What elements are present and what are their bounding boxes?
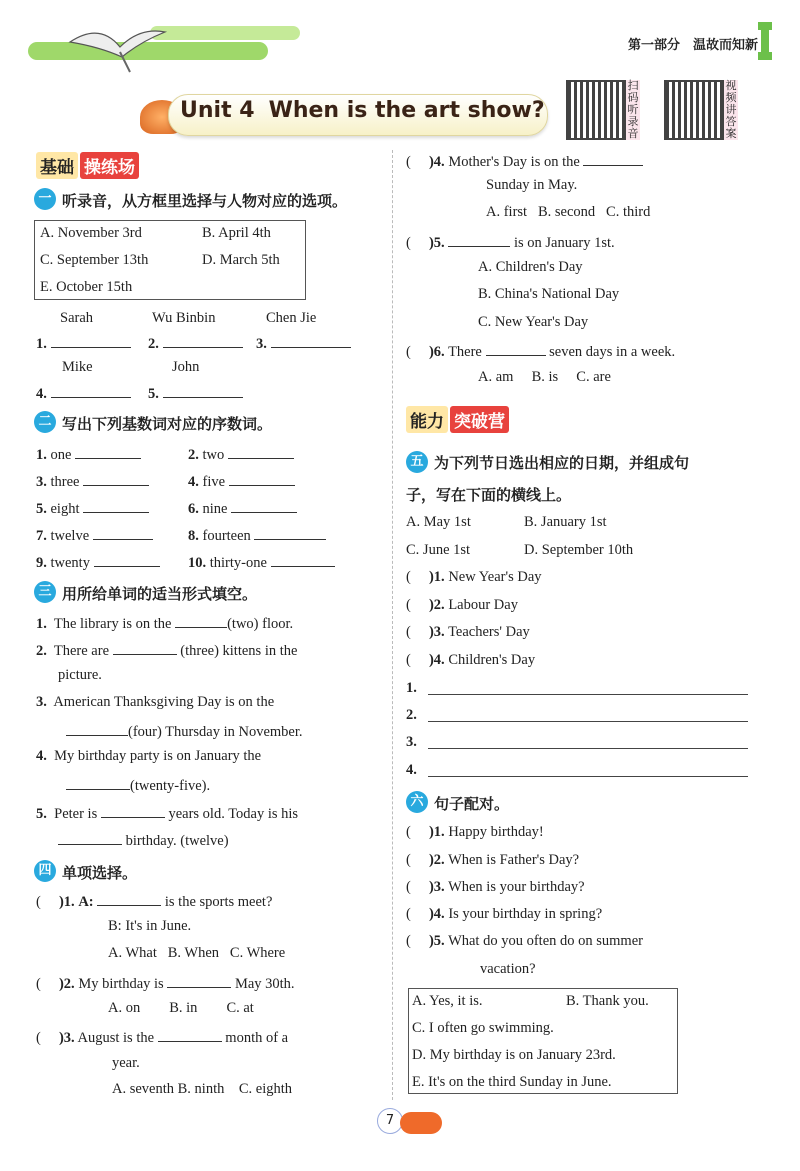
answer-blank[interactable] — [254, 525, 326, 540]
answer-blank[interactable] — [83, 471, 149, 486]
q-text: Mother's Day is on the — [448, 154, 580, 170]
sentence: vacation? — [480, 961, 536, 977]
opt: B. ninth — [177, 1081, 225, 1097]
answer-blank[interactable] — [583, 151, 643, 166]
opt: C. eighth — [238, 1081, 293, 1097]
answer-blank[interactable] — [101, 803, 165, 818]
word: thirty-one — [209, 555, 267, 571]
paren: ( — [406, 852, 411, 868]
q-text: August is the — [77, 1030, 155, 1046]
mc-q2 — [36, 973, 295, 993]
qr-code-audio[interactable] — [566, 80, 626, 140]
answer-blank[interactable] — [271, 552, 335, 567]
q-num: 5. — [148, 386, 159, 402]
festival-item: ( )2. Labour Day — [406, 597, 518, 613]
fill-q3b — [66, 721, 303, 741]
word: twenty — [50, 555, 90, 571]
section-2-number: 二 — [34, 411, 56, 433]
line-num: 3. — [406, 734, 417, 750]
festival-item: ( )1. New Year's Day — [406, 569, 542, 585]
header-corner-decoration — [758, 22, 772, 60]
opt: C. are — [576, 369, 611, 385]
fill-q5b — [58, 830, 229, 850]
section-advanced-b: 突破营 — [450, 406, 509, 433]
paren: ( — [406, 652, 411, 668]
ordinal-item — [36, 498, 149, 518]
answer-option: B. Thank you. — [566, 993, 649, 1009]
section-2-title: 写出下列基数词对应的序数词。 — [62, 415, 273, 433]
mc-options — [112, 1081, 292, 1098]
answer-blank[interactable] — [58, 830, 122, 845]
section-basic-heading — [36, 152, 139, 178]
q-text: My birthday is — [78, 976, 164, 992]
paren: ( — [406, 906, 411, 922]
option-d: D. March 5th — [202, 252, 280, 268]
paren: ( — [406, 879, 411, 895]
match-item: ( )2. When is Father's Day? — [406, 852, 580, 868]
word: two — [202, 447, 225, 463]
q-num: )2. — [58, 976, 75, 992]
opt: C. at — [226, 1000, 254, 1016]
answer-blank[interactable] — [66, 775, 130, 790]
q-text: (two) floor. — [227, 616, 294, 632]
q-text: B: It's in June. — [108, 918, 192, 934]
ordinal-item — [188, 552, 335, 572]
section-advanced-a: 能力 — [406, 406, 448, 433]
answer-line[interactable] — [428, 748, 748, 749]
line-num: 1. — [406, 680, 417, 696]
page-number: 7 — [377, 1108, 403, 1134]
paren: ( — [36, 976, 41, 992]
q-text: year. — [112, 1055, 140, 1071]
ordinal-item — [36, 471, 149, 491]
q-num: 5. — [36, 501, 47, 517]
opt: A. on — [108, 1000, 141, 1016]
opt: B. China's National Day — [478, 286, 620, 302]
answer-blank[interactable] — [66, 721, 128, 736]
match-item: ( )1. Happy birthday! — [406, 824, 544, 840]
mc-options — [486, 204, 650, 221]
section-5-number: 五 — [406, 451, 428, 473]
festival-item: ( )3. Teachers' Day — [406, 624, 530, 640]
q-text: month of a — [225, 1030, 289, 1046]
opt: B. When — [167, 945, 220, 961]
section-6-title: 句子配对。 — [434, 795, 510, 813]
ordinal-item — [188, 525, 326, 545]
section-5-title-1: 为下列节日选出相应的日期，并组成句 — [434, 454, 690, 472]
answer-row-4 — [36, 383, 131, 403]
section-4-number: 四 — [34, 860, 56, 882]
q-text: is on January 1st. — [513, 235, 615, 251]
section-3-number: 三 — [34, 581, 56, 603]
answer-blank[interactable] — [486, 341, 546, 356]
mc-q1 — [36, 891, 272, 911]
word: three — [50, 474, 80, 490]
sentence: Is your birthday in spring? — [448, 906, 603, 922]
q-num: 2. — [148, 336, 159, 352]
fill-q1: 1. The library is on the (two) floor. — [36, 613, 293, 633]
speaker-a: A: — [78, 894, 94, 910]
q-text: (four) Thursday in November. — [128, 724, 303, 740]
q-text: My birthday party is on January the — [54, 748, 262, 764]
option-e: E. October 15th — [40, 279, 133, 295]
match-item: ( )5. What do you often do on summer — [406, 933, 643, 949]
answer-blank[interactable] — [163, 383, 243, 398]
answer-blank[interactable] — [228, 444, 294, 459]
answer-option: C. I often go swimming. — [412, 1020, 554, 1036]
mc-options — [108, 1000, 254, 1017]
q-text: May 30th. — [234, 976, 295, 992]
opt: B. is — [531, 369, 559, 385]
line-num: 4. — [406, 762, 417, 778]
q-text: Peter is — [54, 806, 98, 822]
qr-code-video[interactable] — [664, 80, 724, 140]
q-num: 4. — [36, 386, 47, 402]
paren: ( — [406, 933, 411, 949]
word: eight — [50, 501, 80, 517]
opt: A. seventh — [112, 1081, 175, 1097]
unit-heading — [180, 98, 545, 123]
sentence: Happy birthday! — [448, 824, 544, 840]
section-1-title: 听录音，从方框里选择与人物对应的选项。 — [62, 192, 348, 210]
answer-blank[interactable] — [75, 444, 141, 459]
festival: New Year's Day — [448, 569, 542, 585]
answer-row-1 — [36, 333, 131, 353]
paren: ( — [36, 1030, 41, 1046]
option-a: A. November 3rd — [40, 225, 142, 241]
q-text: The library is on the — [53, 616, 172, 632]
match-item: ( )3. When is your birthday? — [406, 879, 585, 895]
section-6-number: 六 — [406, 791, 428, 813]
q-text: There — [448, 344, 482, 360]
q-num: 2. — [188, 447, 199, 463]
festival: Labour Day — [448, 597, 518, 613]
q-num: 1. — [36, 447, 47, 463]
opt: C. third — [606, 204, 651, 220]
unit-title: When is the art show? — [268, 98, 545, 123]
paren: ( — [406, 235, 411, 251]
q-num: )6. — [428, 344, 445, 360]
q-num: )1. — [58, 894, 75, 910]
mc-q3 — [36, 1027, 288, 1047]
mc-q5 — [406, 232, 615, 252]
ordinal-item — [36, 552, 160, 572]
word: fourteen — [202, 528, 251, 544]
mc-options — [108, 945, 285, 962]
q-num: 10. — [188, 555, 207, 571]
q-num: 4. — [188, 474, 199, 490]
section-1-number: 一 — [34, 188, 56, 210]
name-wu-binbin: Wu Binbin — [152, 310, 216, 326]
paren: ( — [406, 344, 411, 360]
sentence: When is Father's Day? — [448, 852, 580, 868]
mc-options — [478, 369, 611, 386]
q-num: 9. — [36, 555, 47, 571]
fill-q5: 5. Peter is years old. Today is his — [36, 803, 298, 823]
opt: C. New Year's Day — [478, 314, 589, 330]
section-5-title-2: 子，写在下面的横线上。 — [406, 486, 572, 504]
sentence: What do you often do on summer — [448, 933, 643, 949]
q-num: )5. — [428, 235, 445, 251]
answer-blank[interactable] — [113, 640, 177, 655]
answer-blank[interactable] — [229, 471, 295, 486]
fill-q4b — [66, 775, 210, 795]
answer-option: A. Yes, it is. — [412, 993, 483, 1009]
qr-video-label: 视频讲答案 — [725, 79, 737, 140]
q-text: years old. Today is his — [168, 806, 299, 822]
fill-q3: 3. American Thanksgiving Day is on the — [36, 694, 275, 710]
section-3-title: 用所给单词的适当形式填空。 — [62, 585, 258, 603]
option-c: C. September 13th — [40, 252, 149, 268]
fill-q4: 4. My birthday party is on January the — [36, 748, 262, 764]
q-num: )4. — [428, 154, 445, 170]
option-b: B. April 4th — [202, 225, 271, 241]
answer-line[interactable] — [428, 776, 748, 777]
answer-blank[interactable] — [93, 525, 153, 540]
paren: ( — [406, 824, 411, 840]
answer-row-5 — [148, 383, 243, 403]
unit-label: Unit 4 — [180, 98, 255, 123]
answer-blank[interactable] — [231, 498, 297, 513]
answer-blank[interactable] — [51, 383, 131, 398]
opt: B. second — [537, 204, 596, 220]
q-num: 3. — [256, 336, 267, 352]
opt: B. in — [169, 1000, 198, 1016]
ordinal-item — [188, 498, 297, 518]
section-4-title: 单项选择。 — [62, 864, 138, 882]
q-text: is the sports meet? — [164, 894, 273, 910]
opt: A. Children's Day — [478, 259, 583, 275]
name-john: John — [172, 359, 200, 375]
match-item: ( )4. Is your birthday in spring? — [406, 906, 603, 922]
word: five — [202, 474, 226, 490]
q-text: (twenty-five). — [130, 778, 211, 794]
answer-blank[interactable] — [271, 333, 351, 348]
q-text: American Thanksgiving Day is on the — [53, 694, 275, 710]
paren: ( — [36, 894, 41, 910]
word: twelve — [50, 528, 90, 544]
word: one — [50, 447, 72, 463]
date-option: A. May 1st — [406, 514, 471, 530]
paren: ( — [406, 624, 411, 640]
answer-row-3 — [256, 333, 351, 353]
paren: ( — [406, 154, 411, 170]
ordinal-item — [36, 525, 153, 545]
column-divider — [392, 150, 393, 1100]
submarine-icon — [400, 1112, 442, 1134]
answer-blank[interactable] — [175, 613, 227, 628]
qr-audio-label: 扫码听录音 — [627, 79, 639, 140]
paren: ( — [406, 597, 411, 613]
festival: Teachers' Day — [448, 624, 530, 640]
answer-blank[interactable] — [167, 973, 231, 988]
name-chen-jie: Chen Jie — [266, 310, 317, 326]
answer-option: E. It's on the third Sunday in June. — [412, 1074, 612, 1090]
section-basic-b: 操练场 — [80, 152, 139, 179]
answer-line[interactable] — [428, 721, 748, 722]
date-option: B. January 1st — [524, 514, 607, 530]
line-num: 2. — [406, 707, 417, 723]
ordinal-item — [36, 444, 141, 464]
answer-row-2 — [148, 333, 243, 353]
answer-line[interactable] — [428, 694, 748, 695]
answer-blank[interactable] — [97, 891, 161, 906]
section-basic-a: 基础 — [36, 152, 78, 179]
q-text: birthday. (twelve) — [125, 833, 229, 849]
part-label: 第一部分 温故而知新 — [627, 38, 758, 53]
mc-q4 — [406, 151, 643, 171]
name-sarah: Sarah — [60, 310, 94, 326]
name-mike: Mike — [62, 359, 93, 375]
section-advanced-heading — [406, 406, 509, 432]
opt: A. What — [108, 945, 157, 961]
q-num: )3. — [58, 1030, 75, 1046]
answer-blank[interactable] — [163, 333, 243, 348]
fill-q2: 2. There are (three) kittens in the — [36, 640, 297, 660]
bird-icon — [60, 12, 170, 82]
q-num: 8. — [188, 528, 199, 544]
mc-q6 — [406, 341, 675, 361]
word: nine — [202, 501, 228, 517]
opt: A. am — [478, 369, 514, 385]
q-num: 3. — [36, 474, 47, 490]
q-text: seven days in a week. — [549, 344, 676, 360]
paren: ( — [406, 569, 411, 585]
ordinal-item — [188, 471, 295, 491]
q-num: 7. — [36, 528, 47, 544]
answer-blank[interactable] — [94, 552, 160, 567]
q-num: 1. — [36, 336, 47, 352]
answer-blank[interactable] — [51, 333, 131, 348]
date-option: D. September 10th — [524, 542, 634, 558]
answer-blank[interactable] — [448, 232, 510, 247]
answer-option: D. My birthday is on January 23rd. — [412, 1047, 616, 1063]
q-text: There are — [53, 643, 110, 659]
sentence: When is your birthday? — [448, 879, 585, 895]
ordinal-item — [188, 444, 294, 464]
opt: C. Where — [229, 945, 286, 961]
header-decoration-2 — [150, 26, 300, 40]
opt: A. first — [486, 204, 528, 220]
q-text: (three) kittens in the — [180, 643, 298, 659]
q-text: picture. — [58, 667, 102, 683]
answer-blank[interactable] — [158, 1027, 222, 1042]
q-num: 6. — [188, 501, 199, 517]
festival-item: ( )4. Children's Day — [406, 652, 536, 668]
answer-blank[interactable] — [83, 498, 149, 513]
festival: Children's Day — [448, 652, 536, 668]
q-text: Sunday in May. — [486, 177, 578, 193]
date-option: C. June 1st — [406, 542, 471, 558]
